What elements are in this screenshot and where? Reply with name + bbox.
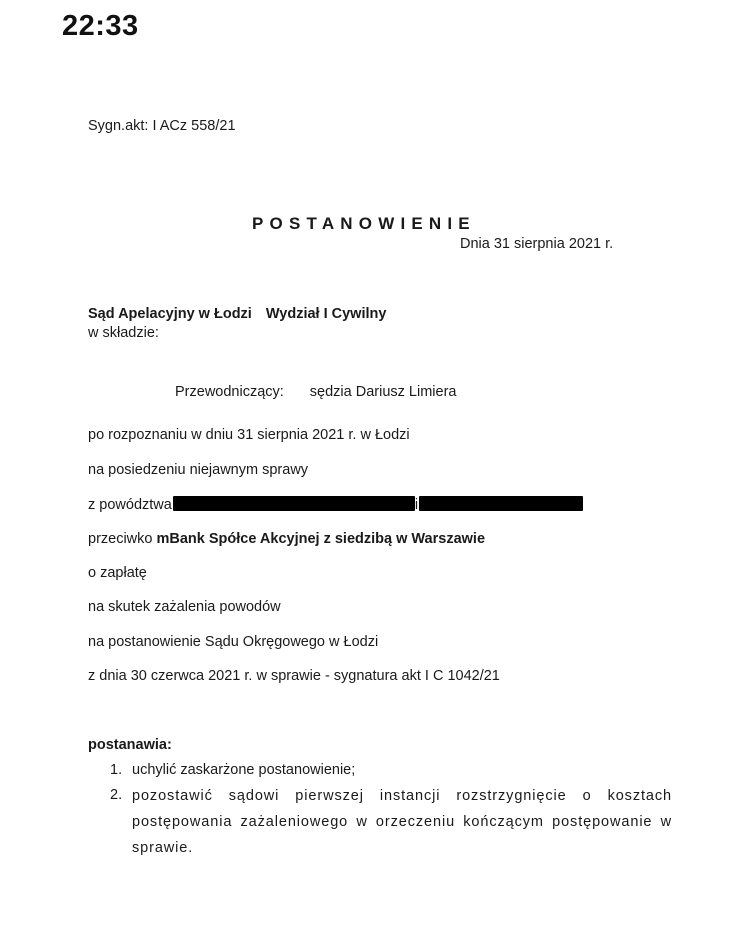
- court-name: Sąd Apelacyjny w Łodzi: [88, 306, 252, 322]
- decision-item-text: pozostawić sądowi pierwszej instancji rozstrzygnięcie o kosztach postępowania zażaleniowego w orzeczeniu kończącym postępowanie w sprawie.: [132, 788, 672, 856]
- subject-line: o zapłatę: [88, 565, 147, 581]
- chair-line: [175, 384, 456, 400]
- status-bar-time: 22:33: [62, 10, 139, 42]
- defendant-name: mBank Spółce Akcyjnej z siedzibą w Warszawie: [156, 531, 486, 547]
- ruling-date-line: z dnia 30 czerwca 2021 r. w sprawie - sygnatura akt I C 1042/21: [88, 668, 500, 684]
- claim-line: [88, 496, 583, 513]
- redaction-bar: [173, 496, 415, 511]
- against-line: [88, 531, 485, 547]
- session-line: na posiedzeniu niejawnym sprawy: [88, 462, 309, 478]
- decision-item-number: 2.: [110, 787, 123, 803]
- ruling-line: na postanowienie Sądu Okręgowego w Łodzi: [88, 634, 379, 650]
- decision-item-text: uchylić zaskarżone postanowienie;: [132, 762, 356, 778]
- composition-label: w składzie:: [88, 325, 159, 341]
- document-date: Dnia 31 sierpnia 2021 r.: [460, 236, 614, 252]
- document-title: POSTANOWIENIE: [252, 214, 476, 233]
- case-reference: Sygn.akt: I ACz 558/21: [88, 118, 236, 134]
- chair-name: sędzia Dariusz Limiera: [309, 384, 457, 400]
- against-prefix: przeciwko: [88, 531, 157, 547]
- court-department: Wydział I Cywilny: [265, 306, 387, 322]
- appeal-line: na skutek zażalenia powodów: [88, 599, 281, 615]
- claim-prefix: z powództwa: [88, 497, 172, 513]
- redaction-bar: [419, 496, 583, 511]
- considered-line: po rozpoznaniu w dniu 31 sierpnia 2021 r. w Łodzi: [88, 427, 410, 443]
- claim-conjunction: i: [414, 497, 419, 513]
- decision-heading: postanawia:: [88, 737, 172, 753]
- decision-item-number: 1.: [110, 762, 123, 778]
- court-header: [88, 306, 386, 322]
- chair-label: Przewodniczący:: [175, 384, 284, 400]
